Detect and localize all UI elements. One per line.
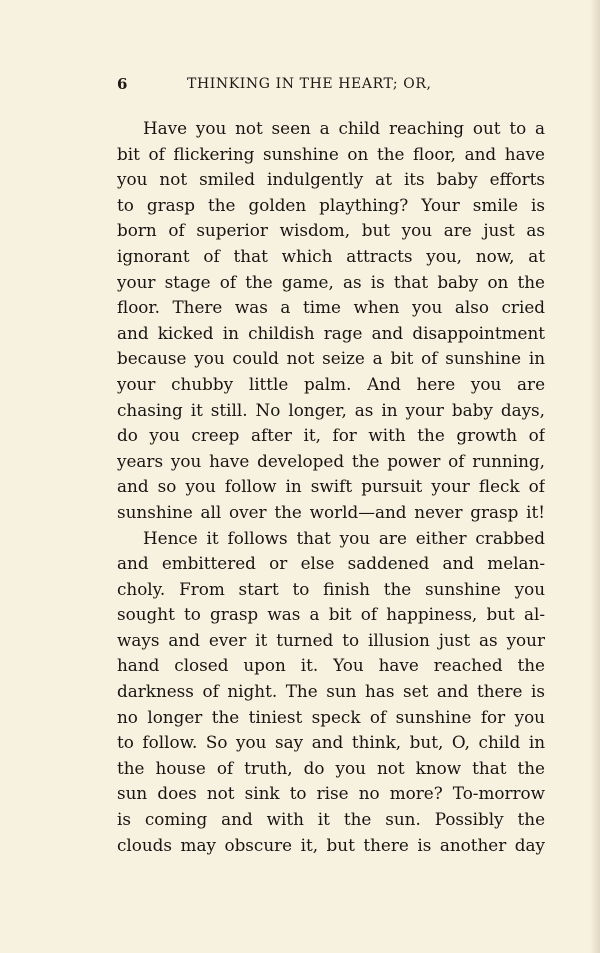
text-line: ways and ever it turned to illusion just as your	[117, 629, 545, 650]
text-line: Have you not seen a child reaching out to a	[143, 118, 545, 138]
text-line: chasing it still. No longer, as in your baby days,	[117, 399, 545, 420]
text-line: because you could not seize a bit of sunshine in	[117, 348, 545, 369]
text-line: to grasp the golden plaything? Your smile is	[117, 194, 545, 215]
text-line: to follow. So you say and think, but, O, child in	[117, 732, 545, 753]
text-line: and kicked in childish rage and disappointment	[117, 322, 545, 343]
text-line: do you creep after it, for with the growth of	[117, 425, 545, 446]
text-line: floor. There was a time when you also cried	[117, 297, 545, 318]
text-line: and embittered or else saddened and melan-	[117, 553, 545, 574]
text-line: darkness of night. The sun has set and there is	[117, 681, 545, 702]
text-line: sunshine all over the world—and never grasp it!	[117, 501, 545, 522]
text-line: your stage of the game, as is that baby on the	[117, 271, 545, 292]
text-line: sought to grasp was a bit of happiness, but al-	[117, 604, 545, 625]
text-line: clouds may obscure it, but there is another day	[117, 834, 545, 855]
text-line: your chubby little palm. And here you are	[117, 373, 545, 394]
text-line: ignorant of that which attracts you, now, at	[117, 245, 545, 266]
page-header	[117, 74, 477, 96]
text-line: you not smiled indulgently at its baby efforts	[117, 169, 545, 190]
text-line: no longer the tiniest speck of sunshine for you	[117, 706, 545, 727]
text-line: sun does not sink to rise no more? To-morrow	[117, 783, 545, 804]
text-line: born of superior wisdom, but you are just as	[117, 220, 545, 241]
text-line: hand closed upon it. You have reached the	[117, 655, 545, 676]
text-line: is coming and with it the sun. Possibly the	[117, 809, 545, 830]
page-number: 6	[117, 75, 128, 93]
text-line: choly. From start to finish the sunshine you	[117, 578, 545, 599]
text-line: bit of flickering sunshine on the floor, and have	[117, 143, 545, 164]
running-head: THINKING IN THE HEART; OR,	[187, 76, 432, 92]
text-line: the house of truth, do you not know that the	[117, 757, 545, 778]
body-text	[117, 116, 545, 858]
text-line: and so you follow in swift pursuit your fleck of	[117, 476, 545, 497]
page-edge-shadow	[590, 0, 600, 953]
text-line: Hence it follows that you are either crabbed	[143, 527, 545, 548]
text-line: years you have developed the power of running,	[117, 450, 545, 471]
